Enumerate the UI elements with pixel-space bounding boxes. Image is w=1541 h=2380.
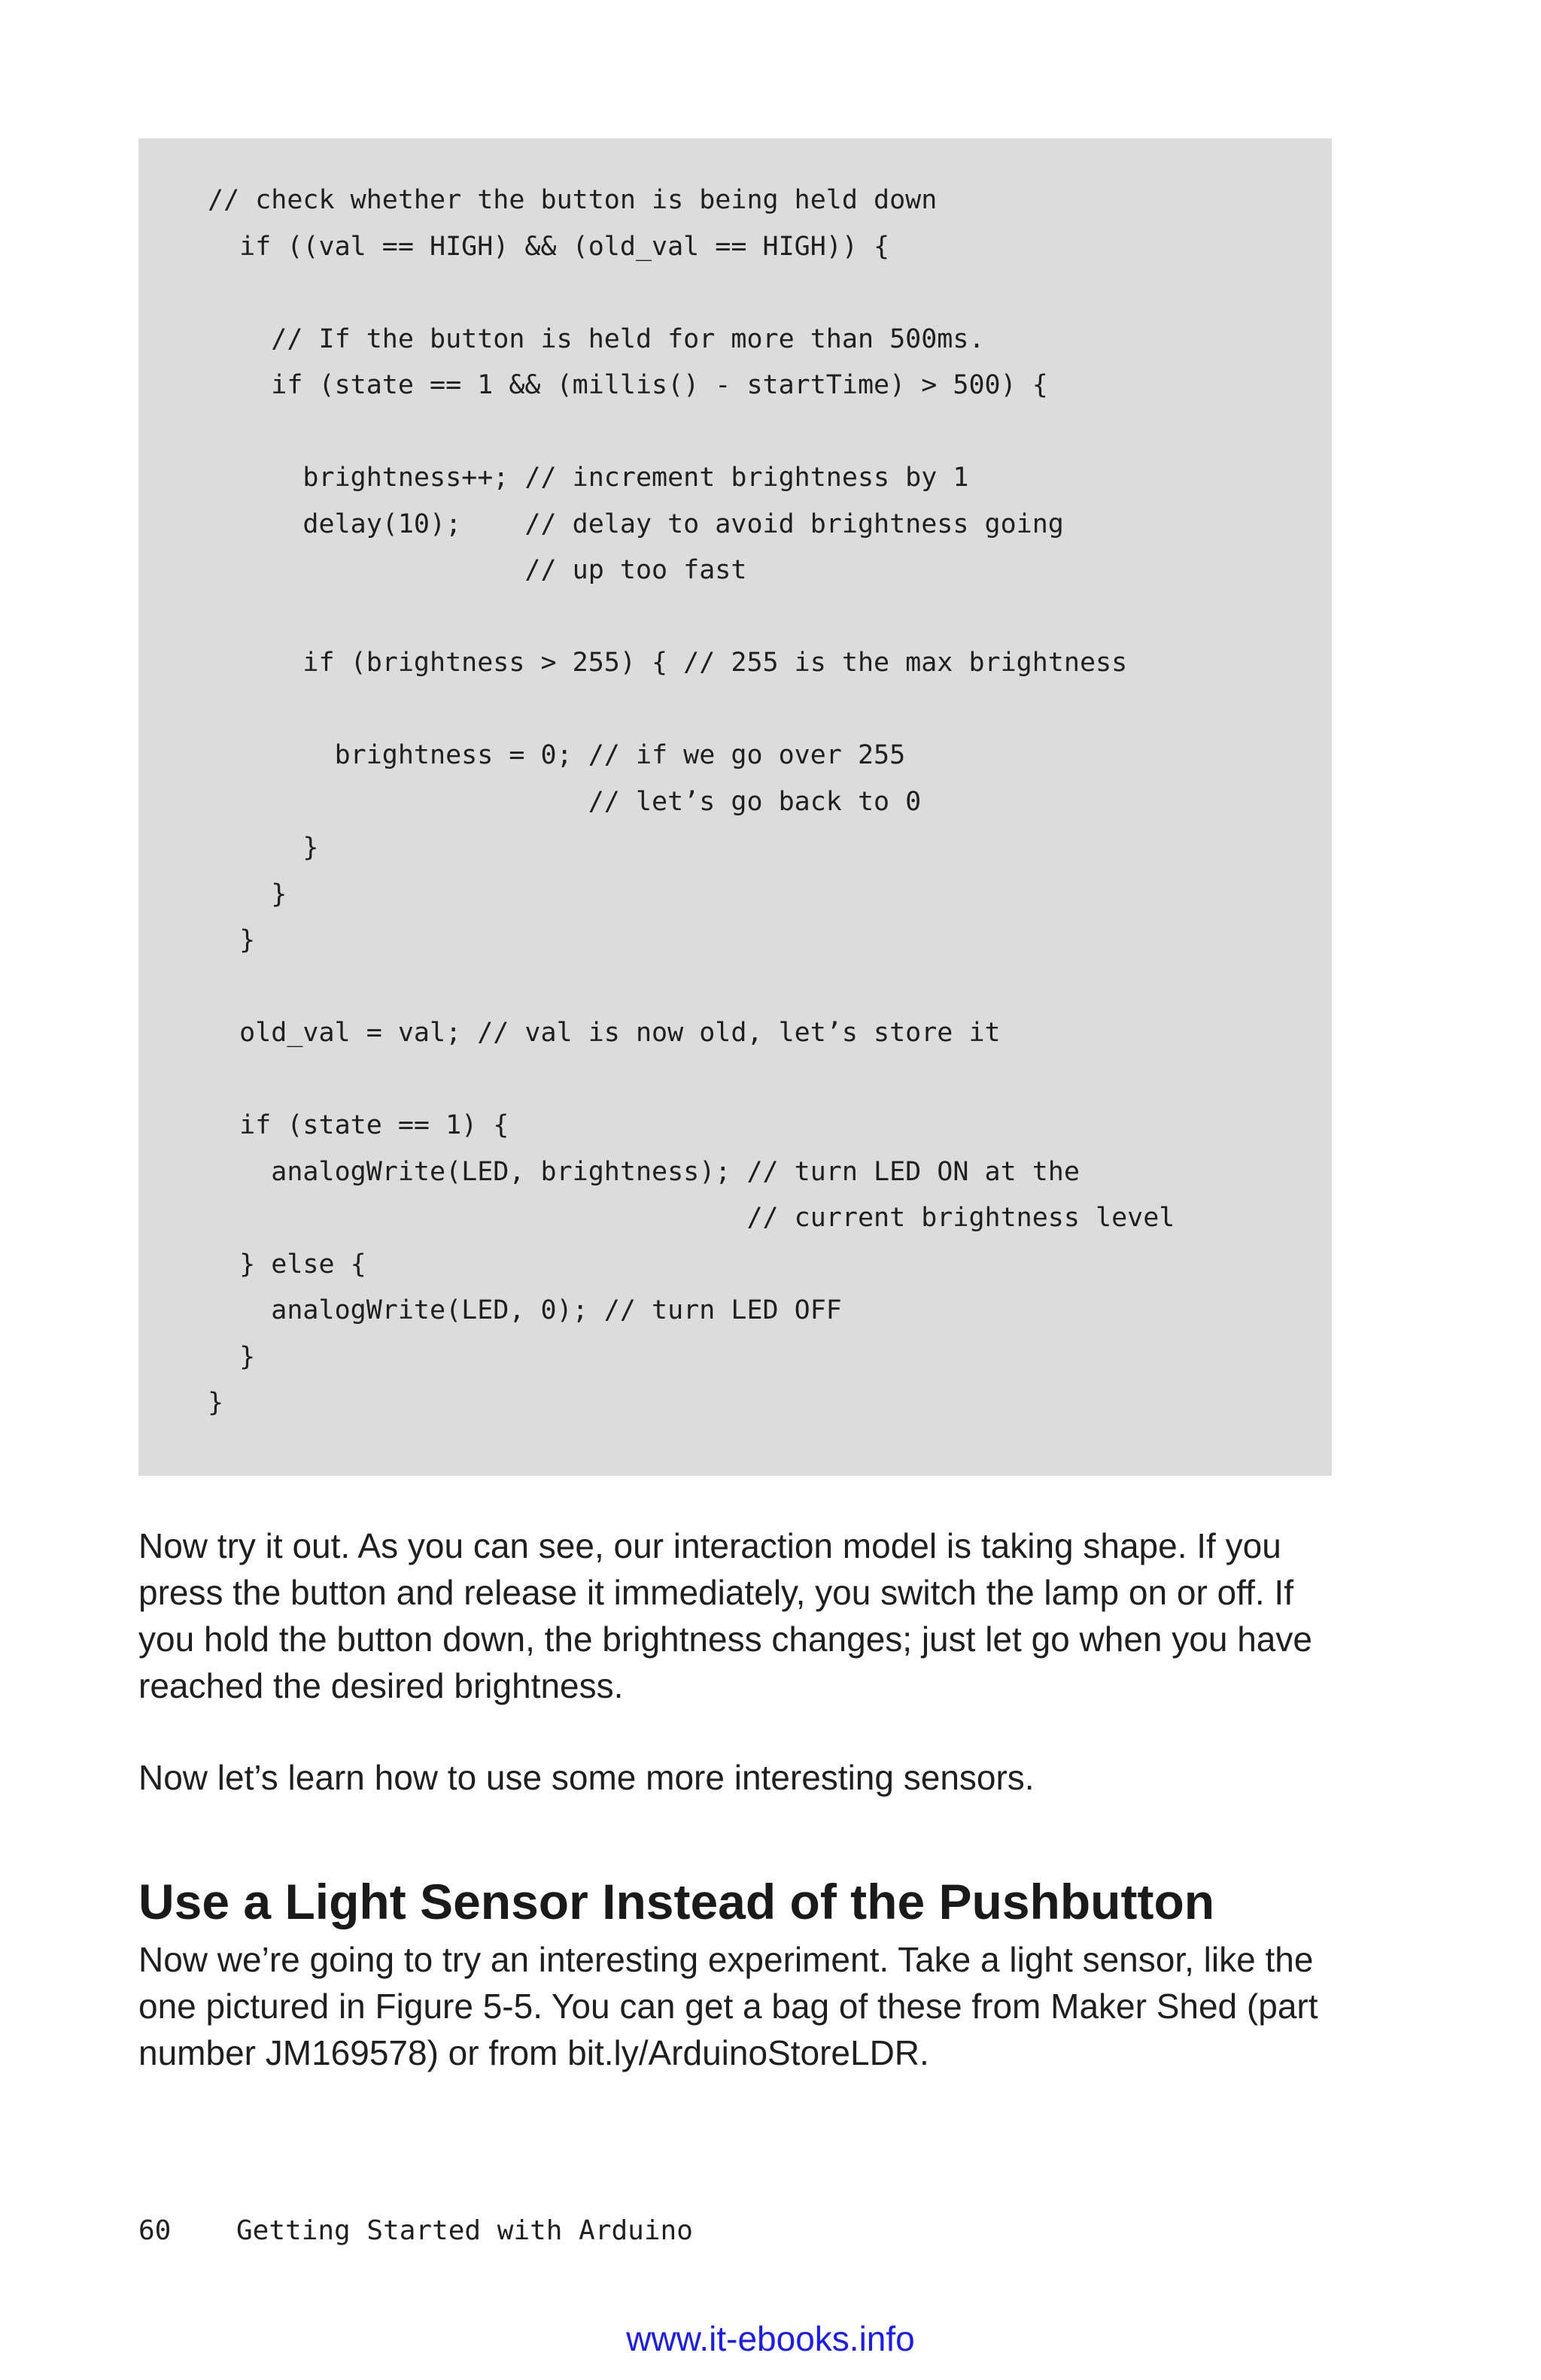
code-line: } [208, 879, 287, 909]
paragraph-light-sensor [138, 1936, 1342, 2076]
code-line: // check whether the button is being held down [208, 185, 938, 215]
code-line: brightness++; // increment brightness by 1 [208, 463, 969, 493]
code-line: } [208, 833, 319, 863]
code-line: delay(10); // delay to avoid brightness going [208, 508, 1064, 539]
paragraph-light-sensor-text: Now we’re going to try an interesting experiment. Take a light sensor, like the one pictured in Figure 5-5. You can get a bag of these from Maker Shed (part number JM169578) or from [138, 1940, 1318, 2072]
code-line: old_val = val; // val is now old, let’s store it [208, 1018, 1001, 1048]
page-footer [138, 2215, 693, 2248]
section-heading: Use a Light Sensor Instead of the Pushbutton [138, 1874, 1215, 1929]
code-listing [138, 138, 1332, 1476]
code-line: brightness = 0; // if we go over 255 [208, 740, 906, 770]
paragraph-sensors-intro: Now let’s learn how to use some more interesting sensors. [138, 1758, 1035, 1797]
paragraph-light-sensor-end: . [919, 2033, 929, 2072]
code-line: // If the button is held for more than 500ms. [208, 323, 985, 354]
code-line: } [208, 925, 256, 955]
code-line: } [208, 1341, 256, 1372]
code-line: analogWrite(LED, 0); // turn LED OFF [208, 1295, 842, 1325]
paragraph-try-it-out: Now try it out. As you can see, our interaction model is taking shape. If you press the button and release it immediately, you switch the lamp on or off. If you hold the button down, the brightness changes; just let go when you have reached the desired brightness. [138, 1526, 1312, 1705]
code-line: if ((val == HIGH) && (old_val == HIGH)) { [208, 231, 890, 262]
code-line: if (state == 1) { [208, 1110, 509, 1140]
watermark-link[interactable]: www.it-ebooks.info [626, 2319, 915, 2358]
code-line: analogWrite(LED, brightness); // turn LED ON at the [208, 1156, 1080, 1187]
code-line: if (brightness > 255) { // 255 is the max brightness [208, 648, 1128, 678]
code-line: } [208, 1388, 224, 1418]
code-line: // current brightness level [208, 1203, 1175, 1233]
code-line: } else { [208, 1249, 366, 1280]
code-line: if (state == 1 && (millis() - startTime) > 500) { [208, 370, 1048, 400]
book-title: Getting Started with Arduino [236, 2215, 693, 2246]
code-line: // let’s go back to 0 [208, 786, 922, 817]
page-number: 60 [138, 2215, 172, 2246]
code-line: // up too fast [208, 555, 747, 585]
arduino-store-ldr-link[interactable]: bit.ly/ArduinoStoreLDR [567, 2033, 920, 2072]
